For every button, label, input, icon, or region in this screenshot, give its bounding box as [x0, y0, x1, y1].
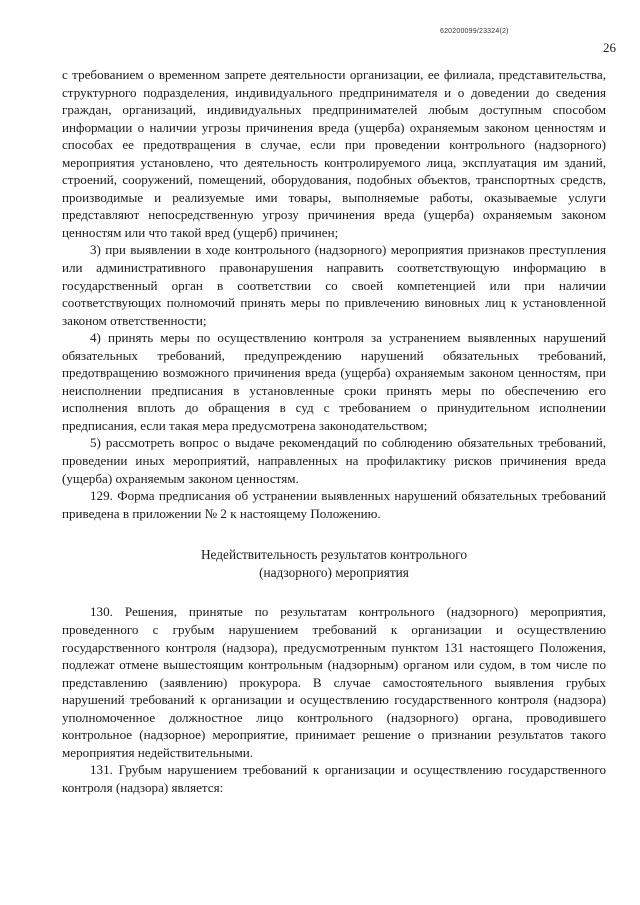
document-registration-number: 620200099/23324(2)	[440, 28, 509, 35]
paragraph-130: 130. Решения, принятые по результатам контрольного (надзорного) мероприятия, проведенного с грубым нарушением требований к организации и осуществлению государственного контроля (надзора), предусмотренным пунктом 131 настоящего Положения, подлежат отмене вышестоящим контрольным (надзорным) органом или судом, в том числе по представлению (заявлению) прокурора. В случае самостоятельного выявления грубых нарушений требований к организации и осуществлению государственного контроля (надзора) уполномоченное должностное лицо контрольного (надзорного) органа, проводившего контрольное (надзорное) мероприятие, принимает решение о признании результатов такого мероприятия недействительными.	[62, 604, 606, 760]
page-number: 26	[603, 40, 616, 55]
paragraph-item-4: 4) принять меры по осуществлению контроля за устранением выявленных нарушений обязательных требований, предупреждению нарушений обязательных требований, предотвращению возможного причинения вреда (ущерба) охраняемым законом ценностям, при неисполнении предписания в установленные сроки принять меры по обеспечению его исполнения вплоть до обращения в суд с требованием о принудительном исполнении предписания, если такая мера предусмотрена законодательством;	[62, 330, 606, 433]
paragraph-item-5: 5) рассмотреть вопрос о выдаче рекомендаций по соблюдению обязательных требований, проведении иных мероприятий, направленных на профилактику рисков причинения вреда (ущерба) охраняемым законом ценностям.	[62, 435, 606, 486]
paragraph-131: 131. Грубым нарушением требований к организации и осуществлению государственного контроля (надзора) является:	[62, 762, 606, 795]
paragraph-129: 129. Форма предписания об устранении выявленных нарушений обязательных требований приведена в приложении № 2 к настоящему Положению.	[62, 488, 606, 521]
section-heading-line-2: (надзорного) мероприятия	[259, 564, 409, 580]
paragraph-continuation: с требованием о временном запрете деятельности организации, ее филиала, представительства, структурного подразделения, индивидуального предпринимателя и о доведении до сведения граждан, организаций, индивидуальных предпринимателей любым доступным способом информации о наличии угрозы причинения вреда (ущерба) охраняемым законом ценностям и способах ее предотвращения в случае, если при проведении контрольного (надзорного) мероприятия установлено, что деятельность контролируемого лица, эксплуатация им зданий, строений, сооружений, помещений, оборудования, подобных объектов, транспортных средств, производимые и реализуемые ими товары, выполняемые работы, оказываемые услуги представляют непосредственную угрозу причинения вреда (ущерба) охраняемым законом ценностям или что такой вред (ущерб) причинен;	[62, 67, 606, 240]
section-heading	[62, 546, 606, 581]
document-body	[62, 66, 606, 796]
section-heading-line-1: Недействительность результатов контрольного	[200, 547, 468, 563]
paragraph-item-3: 3) при выявлении в ходе контрольного (надзорного) мероприятия признаков преступления или административного правонарушения направить соответствующую информацию в государственный орган в соответствии со своей компетенцией или при наличии соответствующих полномочий принять меры по привлечению виновных лиц к установленной законом ответственности;	[62, 242, 606, 328]
